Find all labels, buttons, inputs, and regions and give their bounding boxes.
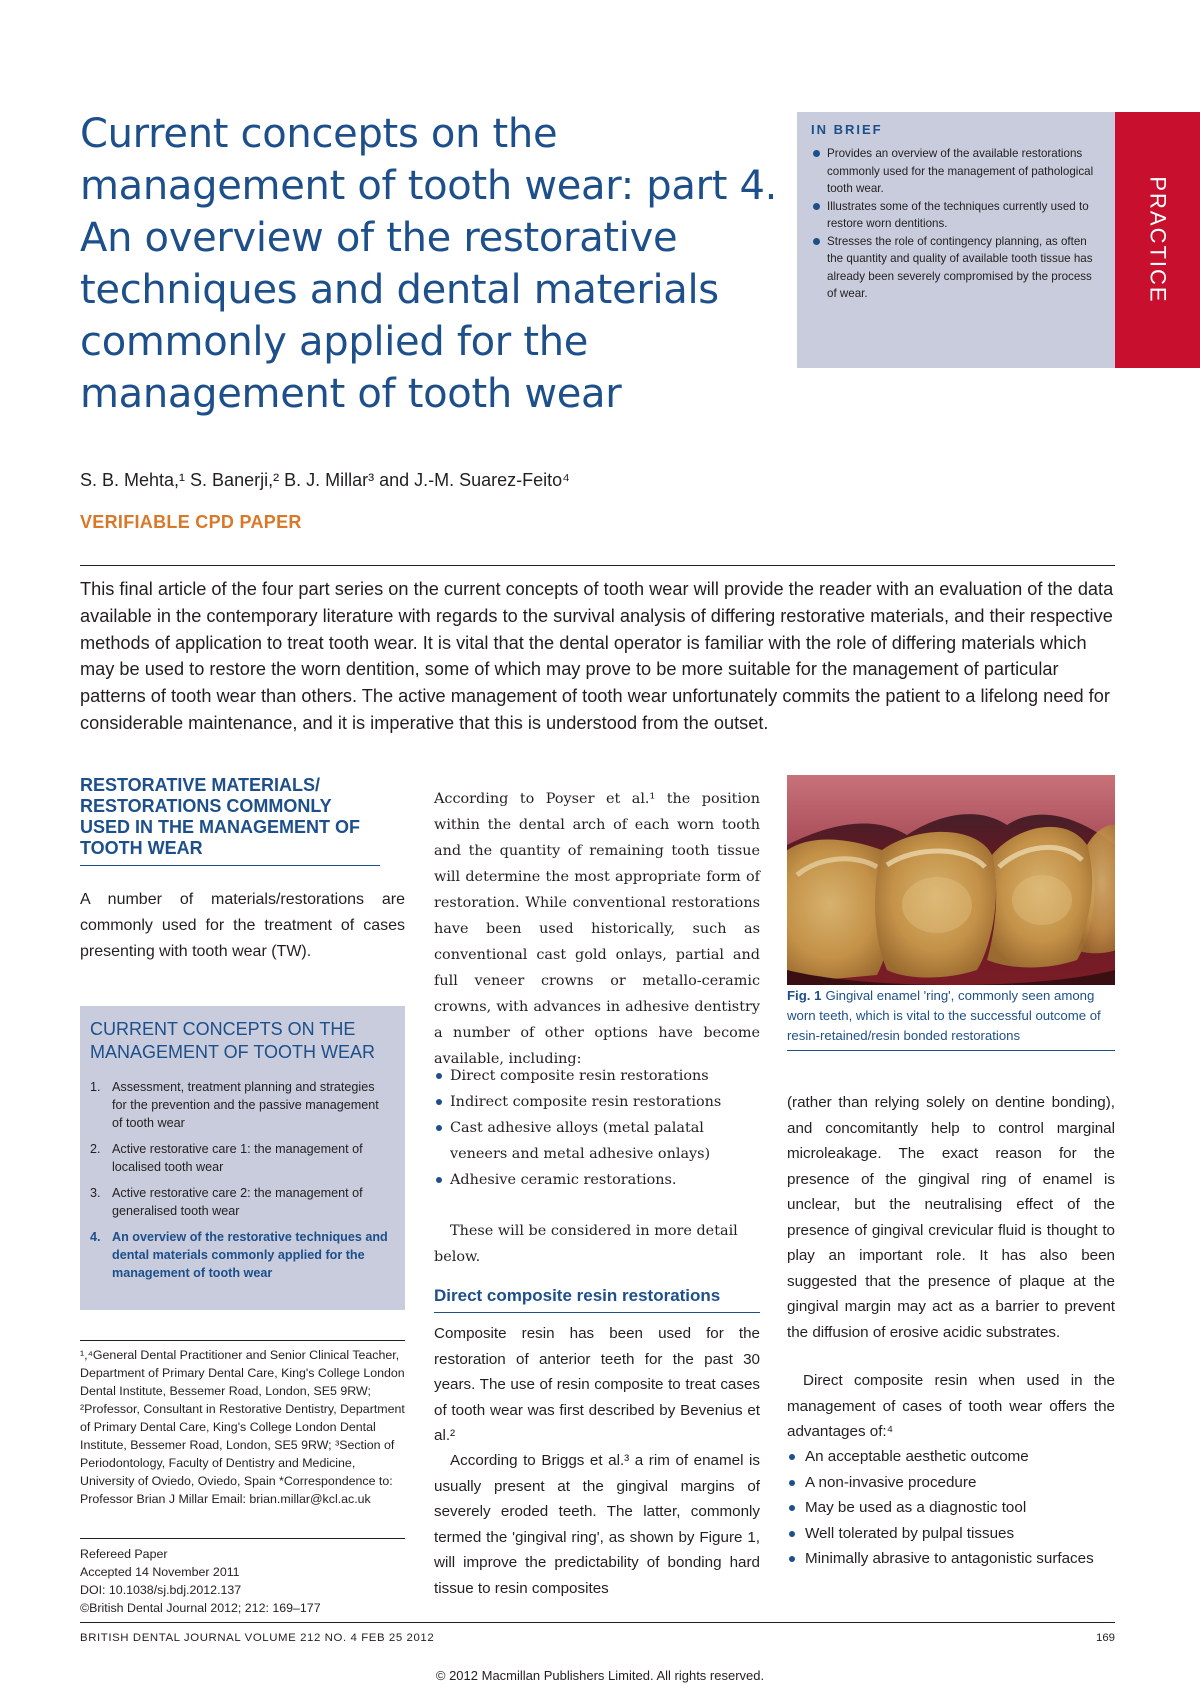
in-brief-box <box>797 112 1115 368</box>
series-item-text: Active restorative care 1: the management of localised tooth wear <box>112 1142 363 1174</box>
series-list <box>90 1078 391 1282</box>
series-item-text: An overview of the restorative techniques and dental materials commonly applied for the management of tooth wear <box>112 1230 388 1280</box>
series-item <box>90 1140 391 1176</box>
list-item: Minimally abrasive to antagonistic surfaces <box>787 1546 1115 1572</box>
section-tab <box>1115 112 1200 368</box>
list-item: May be used as a diagnostic tool <box>787 1495 1115 1521</box>
doi: DOI: 10.1038/sj.bdj.2012.137 <box>80 1583 242 1597</box>
restoration-options-list <box>434 1063 760 1193</box>
accepted-date: Accepted 14 November 2011 <box>80 1565 240 1579</box>
figure-caption-text: Gingival enamel 'ring', commonly seen among worn teeth, which is vital to the successful outcome of resin-retained/resin bonded restorations <box>787 988 1101 1043</box>
citation: ©British Dental Journal 2012; 212: 169–177 <box>80 1601 321 1615</box>
section-heading: RESTORATIVE MATERIALS/ RESTORATIONS COMMONLY USED IN THE MANAGEMENT OF TOOTH WEAR <box>80 775 380 866</box>
paper-type-label: VERIFIABLE CPD PAPER <box>80 512 302 532</box>
advantages-list <box>787 1444 1115 1572</box>
series-box <box>80 1006 405 1310</box>
page-number: 169 <box>1095 1632 1115 1644</box>
body-paragraph: These will be considered in more detail below. <box>434 1223 738 1265</box>
series-item-number: 4. <box>90 1230 101 1244</box>
body-paragraph: According to Poyser et al.¹ the position within the dental arch of each worn tooth and the quantity of remaining tooth tissue will determine the most appropriate form of restoration. While conventional restorations have been used historically, such as conventional cast gold onlays, partial and full veneer crowns or metallo-ceramic crowns, with advances in adhesive dentistry a number of other options have become available, including: <box>434 791 760 1067</box>
series-item-number: 1. <box>90 1080 101 1094</box>
series-item-current <box>90 1228 391 1282</box>
series-item-number: 2. <box>90 1142 101 1156</box>
teeth-photo-illustration <box>787 775 1115 985</box>
list-item: Direct composite resin restorations <box>434 1063 760 1089</box>
in-brief-heading: IN BRIEF <box>811 122 883 137</box>
abstract: This final article of the four part series on the current concepts of tooth wear will provide the reader with an evaluation of the data available in the contemporary literature with regards to the survival analysis of differing restorative materials, and their respective methods of application to treat tooth wear. It is vital that the dental operator is familiar with the role of differing materials which may be used to restore the worn dentition, some of which may prove to be more suitable for the management of particular patterns of tooth wear than others. The active management of tooth wear unfortunately commits the patient to a lifelong need for considerable maintenance, and it is imperative that this is understood from the outset. <box>80 579 1114 733</box>
list-item: Adhesive ceramic restorations. <box>434 1167 760 1193</box>
list-item: Indirect composite resin restorations <box>434 1089 760 1115</box>
journal-footer: BRITISH DENTAL JOURNAL VOLUME 212 NO. 4 FEB 25 2012 <box>80 1632 435 1644</box>
author-list: S. B. Mehta,¹ S. Banerji,² B. J. Millar³ and J.-M. Suarez-Feito⁴ <box>80 470 570 490</box>
refereed-info <box>80 1538 405 1617</box>
series-item-text: Active restorative care 2: the management of generalised tooth wear <box>112 1186 363 1218</box>
list-item: An acceptable aesthetic outcome <box>787 1444 1115 1470</box>
list-item: Well tolerated by pulpal tissues <box>787 1521 1115 1547</box>
series-item <box>90 1184 391 1220</box>
series-heading: CURRENT CONCEPTS ON THE MANAGEMENT OF TOOTH WEAR <box>90 1019 376 1062</box>
in-brief-item: Illustrates some of the techniques currently used to restore worn dentitions. <box>811 198 1097 233</box>
divider <box>80 1622 1115 1623</box>
list-item: A non-invasive procedure <box>787 1470 1115 1496</box>
figure-teeth-photo <box>787 775 1115 985</box>
in-brief-list <box>811 145 1097 303</box>
divider <box>80 565 1115 566</box>
body-paragraph: A number of materials/restorations are commonly used for the treatment of cases presenting with tooth wear (TW). <box>80 891 405 960</box>
series-item-text: Assessment, treatment planning and strategies for the prevention and the passive management of tooth wear <box>112 1080 379 1130</box>
body-paragraph: (rather than relying solely on dentine bonding), and concomitantly help to control marginal microleakage. The exact reason for the presence of the gingival ring of enamel is unclear, but the neutralising effect of the presence of gingival crevicular fluid is thought to play an important role. It has also been suggested that the presence of plaque at the gingival margin may act as a barrier to prevent the diffusion of erosive acidic substrates. <box>787 1094 1115 1341</box>
section-tab-label: PRACTICE <box>1145 176 1171 304</box>
refereed-label: Refereed Paper <box>80 1547 168 1561</box>
body-paragraph: Composite resin has been used for the restoration of anterior teeth for the past 30 years. The use of resin composite to treat cases of tooth wear was first described by Bevenius et al.² <box>434 1325 760 1444</box>
in-brief-item: Provides an overview of the available restorations commonly used for the management of pathological tooth wear. <box>811 145 1097 198</box>
copyright-notice: © 2012 Macmillan Publishers Limited. All rights reserved. <box>435 1668 765 1683</box>
body-paragraph: According to Briggs et al.³ a rim of enamel is usually present at the gingival margins of severely eroded teeth. The latter, commonly termed the 'gingival ring', as shown by Figure 1, will improve the predictability of bonding hard tissue to resin composites <box>434 1452 760 1597</box>
body-paragraph: Direct composite resin when used in the management of cases of tooth wear offers the advantages of:⁴ <box>787 1372 1115 1440</box>
article-title: Current concepts on the management of tooth wear: part 4. An overview of the restorative techniques and dental materials commonly applied for the management of tooth wear <box>80 111 778 417</box>
figure-label: Fig. 1 <box>787 988 822 1003</box>
in-brief-item: Stresses the role of contingency planning, as often the quantity and quality of available tooth tissue has already been severely compromised by the process of wear. <box>811 233 1097 303</box>
author-affiliations: ¹,⁴General Dental Practitioner and Senior Clinical Teacher, Department of Primary Dental Care, King's College London Dental Institute, Bessemer Road, London, SE5 9RW; ²Professor, Consultant in Restorative Dentistry, Department of Primary Dental Care, King's College London Dental Institute, Bessemer Road, London, SE5 9RW; ³Section of Periodontology, Faculty of Dentistry and Medicine, University of Oviedo, Oviedo, Spain *Correspondence to: Professor Brian J Millar Email: brian.millar@kcl.ac.uk <box>80 1340 405 1508</box>
series-item-number: 3. <box>90 1186 101 1200</box>
figure-caption <box>787 986 1115 1051</box>
series-item <box>90 1078 391 1132</box>
list-item: Cast adhesive alloys (metal palatal veneers and metal adhesive onlays) <box>434 1115 760 1167</box>
subsection-heading: Direct composite resin restorations <box>434 1286 760 1313</box>
